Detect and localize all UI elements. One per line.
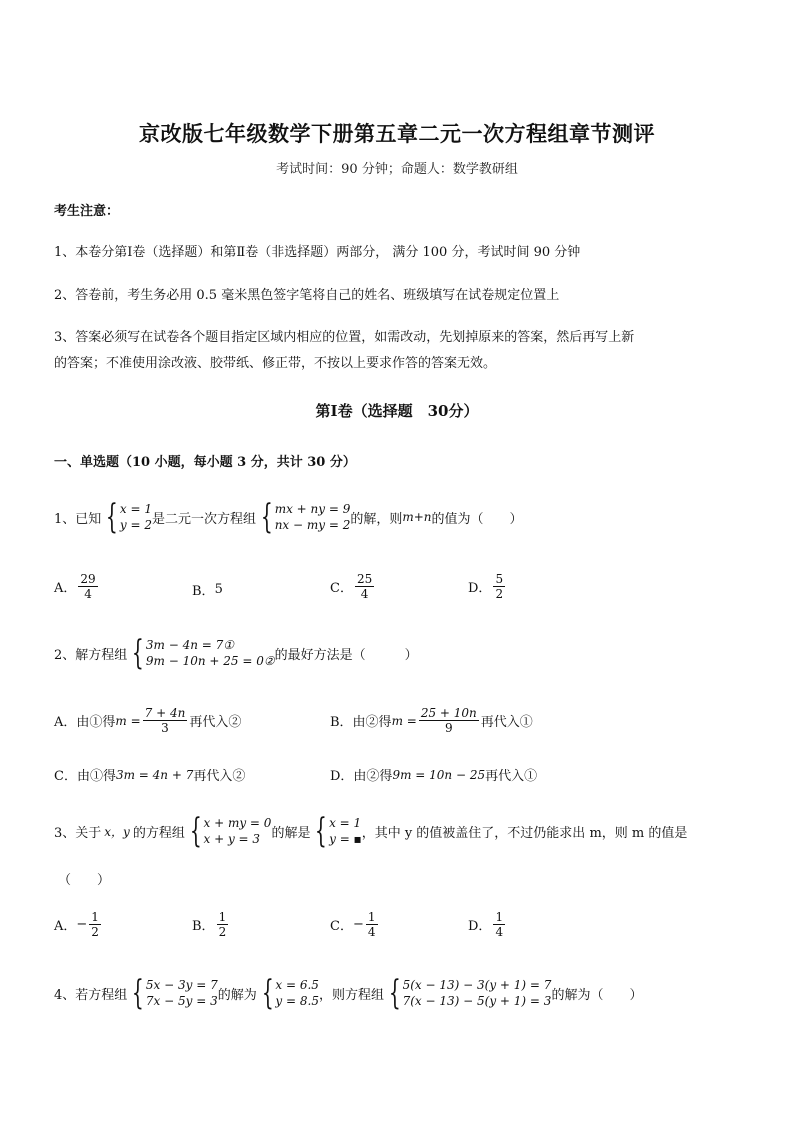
option-label: B． — [192, 919, 215, 934]
q3-mid1: 的方程组 — [132, 825, 185, 841]
fraction — [419, 706, 479, 735]
option-label: D． — [468, 581, 492, 596]
q2-option-b — [330, 706, 533, 735]
q4-sys1-line2: 7x − 5y = 3 — [145, 994, 218, 1008]
q1-option-c — [330, 572, 376, 601]
option-label: D． — [468, 919, 492, 934]
document-title: 京改版七年级数学下册第五章二元一次方程组章节测评 — [139, 121, 655, 146]
q2-option-d — [330, 765, 537, 784]
option-label: C． — [330, 581, 353, 596]
denominator: 2 — [218, 925, 227, 939]
q2-equation-system — [127, 633, 275, 673]
q4-mid1: 的解为 — [217, 987, 257, 1003]
option-tail: 再代入① — [480, 715, 533, 730]
option-sign: − — [76, 917, 88, 932]
q3-sys2-line1: x = 1 — [329, 816, 362, 830]
q4-mid2: ，则方程组 — [318, 987, 384, 1003]
option-label: B． — [192, 584, 215, 599]
brace-icon: { — [260, 497, 273, 537]
option-expr: 3m = 4n + 7 — [115, 767, 194, 782]
q2-prefix: 2、解方程组 — [54, 647, 128, 663]
q4-sys2-line1: x = 6.5 — [275, 978, 319, 992]
q1-expr: m+n — [402, 510, 432, 524]
numerator: 1 — [218, 910, 227, 924]
q3-option-c — [330, 910, 380, 939]
q1-option-a — [54, 572, 100, 601]
q1-option-d — [468, 572, 507, 601]
q1-option-b — [192, 580, 223, 599]
numerator: 25 — [356, 572, 373, 586]
notice-item-1: 1、本卷分第Ⅰ卷（选择题）和第Ⅱ卷（非选择题）两部分， 满分 100 分，考试时间 90 分钟 — [54, 245, 581, 260]
q4-suffix: 的解为（ ） — [551, 987, 643, 1003]
q2-option-a — [54, 706, 241, 735]
numerator: 25 + 10n — [420, 706, 477, 720]
q1-suffix-a: 的解，则 — [350, 511, 403, 527]
section1-title: 一、单选题（10 小题，每小题 3 分，共计 30 分） — [54, 455, 356, 470]
q4-equation-system-2 — [384, 973, 552, 1013]
denominator: 3 — [161, 721, 169, 735]
option-label: A． — [54, 581, 77, 596]
brace-icon: { — [132, 973, 145, 1013]
denominator: 9 — [444, 721, 453, 735]
denominator: 4 — [360, 587, 369, 601]
numerator: 1 — [495, 910, 504, 924]
option-label: C．由①得 — [54, 769, 116, 784]
q2-suffix: 的最好方法是（ ） — [274, 647, 418, 663]
notice-item-3-continued: 的答案；不准使用涂改液、胶带纸、修正带，不按以上要求作答的答案无效。 — [54, 356, 497, 371]
q3-solution-system — [310, 811, 362, 851]
part1-title: 第Ⅰ卷（选择题 30分） — [315, 402, 479, 420]
q1-sys1-line1: x = 1 — [119, 502, 153, 516]
option-expr: 9m = 10n − 25 — [392, 767, 486, 782]
q1-solution-system — [101, 497, 153, 537]
q1-equation-system — [256, 497, 351, 537]
denominator: 2 — [91, 925, 99, 939]
brace-icon: { — [106, 497, 119, 537]
q1-sys2-line1: mx + ny = 9 — [274, 502, 351, 516]
q3-mid2: 的解是 — [271, 825, 311, 841]
fraction — [89, 910, 101, 939]
fraction — [217, 910, 229, 939]
q4-sys1-line1: 5x − 3y = 7 — [145, 978, 218, 992]
q1-prefix: 1、已知 — [54, 511, 102, 527]
option-label: A． — [54, 919, 77, 934]
q4-sys3-line2: 7(x − 13) − 5(y + 1) = 3 — [402, 994, 552, 1008]
numerator: 1 — [91, 910, 99, 924]
denominator: 4 — [367, 925, 376, 939]
notice-heading: 考生注意： — [54, 204, 120, 219]
q4-prefix: 4、若方程组 — [54, 987, 128, 1003]
option-value: 5 — [214, 582, 223, 597]
option-tail: 再代入② — [193, 769, 246, 784]
q2-sys-line2: 9m − 10n + 25 = 0② — [145, 654, 275, 668]
q4-equation-system-1 — [127, 973, 218, 1013]
option-label: D．由②得 — [330, 769, 393, 784]
numerator: 5 — [495, 572, 504, 586]
option-tail: 再代入① — [485, 769, 538, 784]
numerator: 29 — [80, 572, 96, 586]
question-1 — [54, 497, 523, 537]
q1-suffix-b: 的值为（ ） — [431, 511, 523, 527]
notice-item-2: 2、答卷前，考生务必用 0.5 毫米黑色签字笔将自己的姓名、班级填写在试卷规定位置上 — [54, 288, 560, 303]
option-sign: − — [352, 917, 364, 932]
document-subtitle: 考试时间：90 分钟；命题人：数学教研组 — [276, 162, 518, 177]
brace-icon: { — [388, 973, 401, 1013]
fraction — [493, 910, 505, 939]
q4-sys2-line2: y = 8.5 — [275, 994, 319, 1008]
option-label: C． — [330, 919, 353, 934]
q1-sys1-line2: y = 2 — [119, 518, 153, 532]
q4-sys3-line1: 5(x − 13) − 3(y + 1) = 7 — [402, 978, 552, 992]
brace-icon: { — [189, 811, 202, 851]
brace-icon: { — [261, 973, 274, 1013]
q3-option-a — [54, 910, 103, 939]
q3-vars: x，y — [104, 824, 130, 839]
q1-mid: 是二元一次方程组 — [152, 511, 257, 527]
option-label: B．由②得 — [330, 715, 392, 730]
question-4 — [54, 973, 643, 1013]
option-lhs: m = — [115, 713, 141, 728]
notice-item-3: 3、答案必须写在试卷各个题目指定区域内相应的位置，如需改动，先划掉原来的答案，然后再写上新 — [54, 330, 635, 345]
fraction — [143, 706, 188, 735]
fraction — [78, 572, 97, 601]
q3-option-d — [468, 910, 507, 939]
denominator: 4 — [495, 925, 504, 939]
option-label: A．由①得 — [54, 715, 116, 730]
brace-icon: { — [132, 633, 145, 673]
denominator: 2 — [495, 587, 504, 601]
q2-option-c — [54, 765, 245, 784]
q3-equation-system — [185, 811, 272, 851]
option-tail: 再代入② — [189, 715, 242, 730]
fraction — [366, 910, 378, 939]
q2-sys-line1: 3m − 4n = 7① — [145, 638, 235, 652]
question-3 — [54, 811, 688, 851]
q4-solution-system — [257, 973, 319, 1013]
fraction — [355, 572, 374, 601]
numerator: 1 — [367, 910, 376, 924]
brace-icon: { — [315, 811, 328, 851]
q3-option-b — [192, 910, 230, 939]
q3-sys2-line2: y = ▪ — [329, 832, 362, 846]
q3-prefix: 3、关于 — [54, 825, 102, 841]
question-2 — [54, 633, 418, 673]
q3-sys1-line2: x + y = 3 — [203, 832, 261, 846]
q3-answer-paren: （ ） — [58, 873, 111, 888]
q3-suffix: ，其中 y 的值被盖住了，不过仍能求出 m，则 m 的值是 — [361, 825, 688, 841]
fraction — [493, 572, 505, 601]
denominator: 4 — [84, 587, 92, 601]
numerator: 7 + 4n — [144, 706, 186, 720]
option-lhs: m = — [391, 713, 417, 728]
q1-sys2-line2: nx − my = 2 — [274, 518, 351, 532]
q3-sys1-line1: x + my = 0 — [203, 816, 272, 830]
